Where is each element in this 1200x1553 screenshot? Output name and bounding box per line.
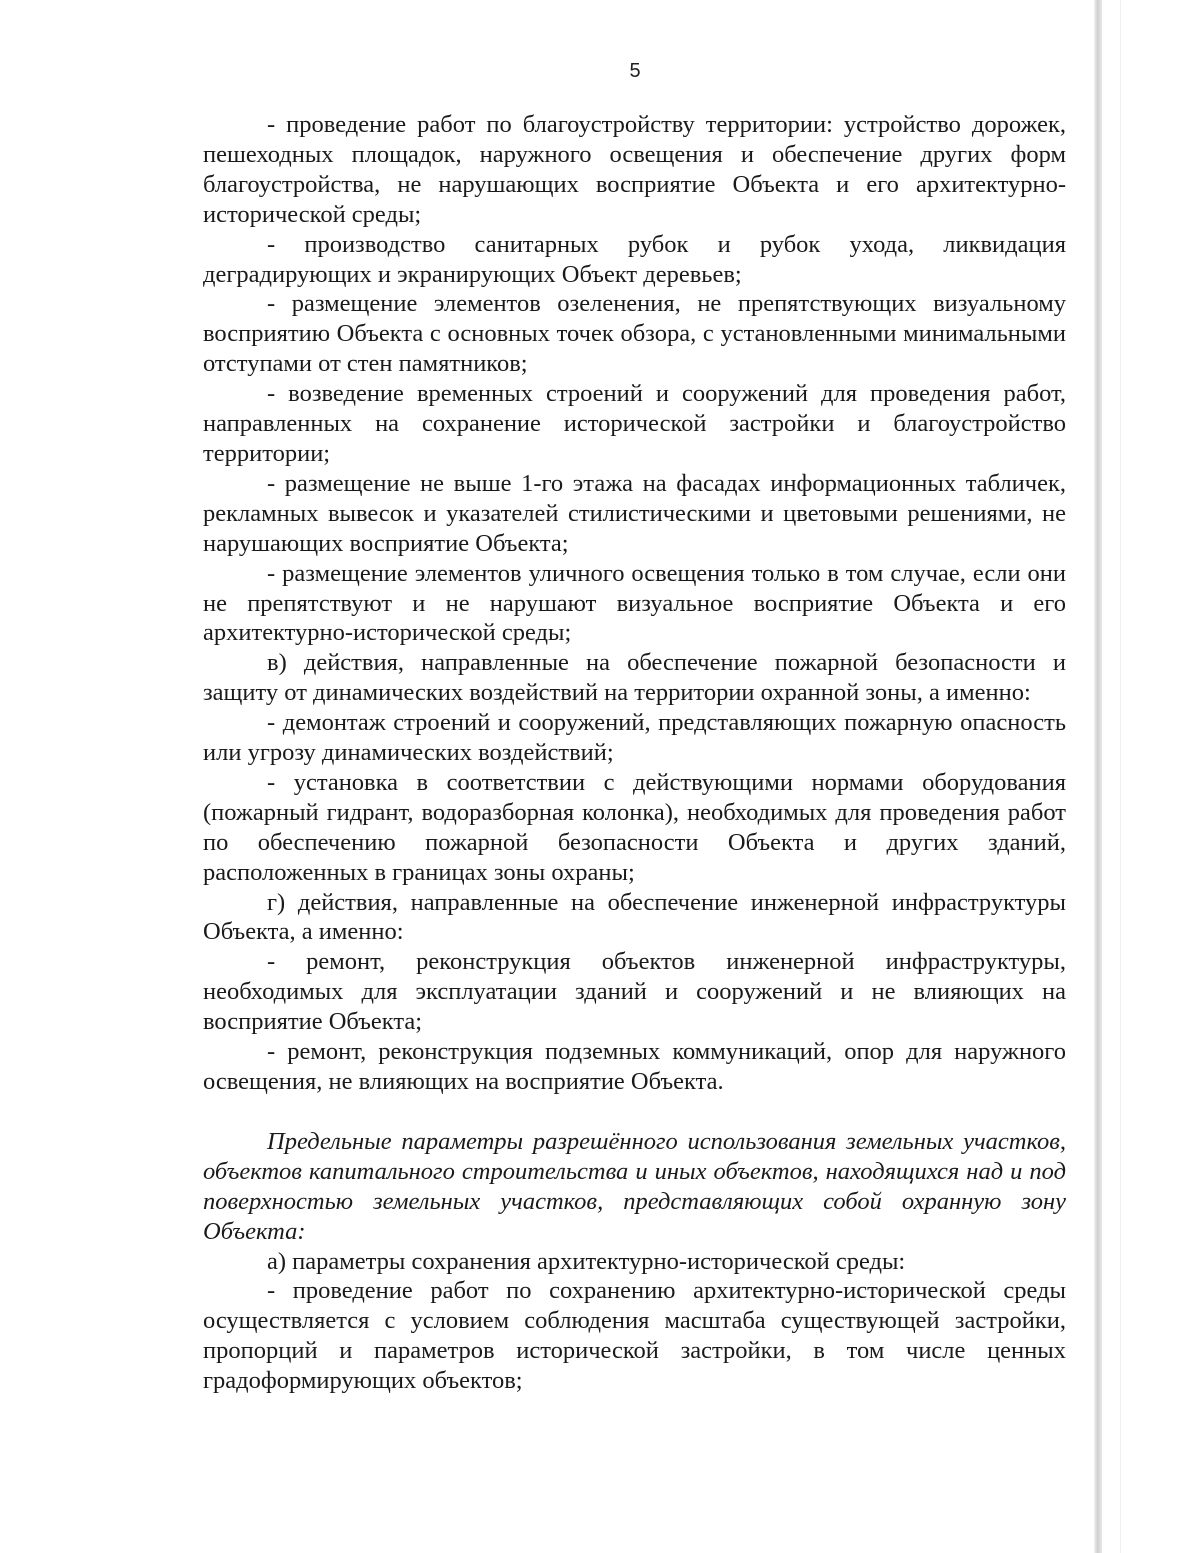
paragraph-underground-utilities: - ремонт, реконструкция подземных коммуникаций, опор для наружного освещения, не влияющих на восприятие Объекта.	[203, 1038, 1066, 1095]
paragraph-signage-placement: - размещение не выше 1-го этажа на фасадах информационных табличек, рекламных вывесок и указателей стилистическими и цветовыми решениями, не нарушающих восприятие Объекта;	[203, 469, 1066, 557]
paragraph-demolition: - демонтаж строений и сооружений, представляющих пожарную опасность или угрозу динамических воздействий;	[203, 709, 1066, 767]
paragraph-fire-safety-actions: в) действия, направленные на обеспечение пожарной безопасности и защиту от динамических воздействий на территории охранной зоны, а именно:	[203, 649, 1066, 707]
paragraph-infrastructure-repair: - ремонт, реконструкция объектов инженерной инфраструктуры, необходимых для эксплуатации зданий и сооружений и не влияющих на восприятие Объекта;	[203, 948, 1066, 1036]
paragraph-environment-parameters: а) параметры сохранения архитектурно-исторической среды:	[267, 1247, 906, 1275]
scan-edge-shadow	[1094, 0, 1102, 1553]
paragraph-landscaping-works: - проведение работ по благоустройству территории: устройство дорожек, пешеходных площадок, наружного освещения и обеспечение других форм благоустройства, не нарушающих восприятие Объекта и его архитектурно-исторической среды;	[203, 111, 1066, 228]
section-spacer	[203, 1097, 1066, 1127]
scan-edge-line	[1120, 0, 1121, 1553]
paragraph-preservation-works: - проведение работ по сохранению архитектурно-исторической среды осуществляется с условием соблюдения масштаба существующей застройки, пропорций и параметров исторической застройки, в том числе ценных градоформирующих объектов;	[203, 1277, 1066, 1395]
paragraph-street-lighting: - размещение элементов уличного освещения только в том случае, если они не препятствуют и не нарушают визуальное восприятие Объекта и его архитектурно-исторической среды;	[203, 559, 1066, 647]
paragraph-greenery-placement: - размещение элементов озеленения, не препятствующих визуальному восприятию Объекта с основных точек обзора, с установленными минимальными отступами от стен памятников;	[203, 290, 1066, 378]
section-heading: Предельные параметры разрешённого использования земельных участков, объектов капитального строительства и иных объектов, находящихся над и под поверхностью земельных участков, представляющих собой охранную зону Объекта:	[203, 1127, 1066, 1245]
document-body	[203, 110, 1066, 1396]
paragraph-temporary-structures: - возведение временных строений и сооружений для проведения работ, направленных на сохранение исторической застройки и благоустройство территории;	[203, 380, 1066, 467]
paragraph-equipment-installation: - установка в соответствии с действующими нормами оборудования (пожарный гидрант, водоразборная колонка), необходимых для проведения работ по обеспечению пожарной безопасности Объекта и других зданий, расположенных в границах зоны охраны;	[203, 768, 1066, 886]
paragraph-sanitary-felling: - производство санитарных рубок и рубок ухода, ликвидация деградирующих и экранирующих Объект деревьев;	[203, 230, 1066, 288]
paragraph-engineering-actions: г) действия, направленные на обеспечение инженерной инфраструктуры Объекта, а именно:	[203, 888, 1066, 946]
page-number: 5	[629, 60, 641, 82]
